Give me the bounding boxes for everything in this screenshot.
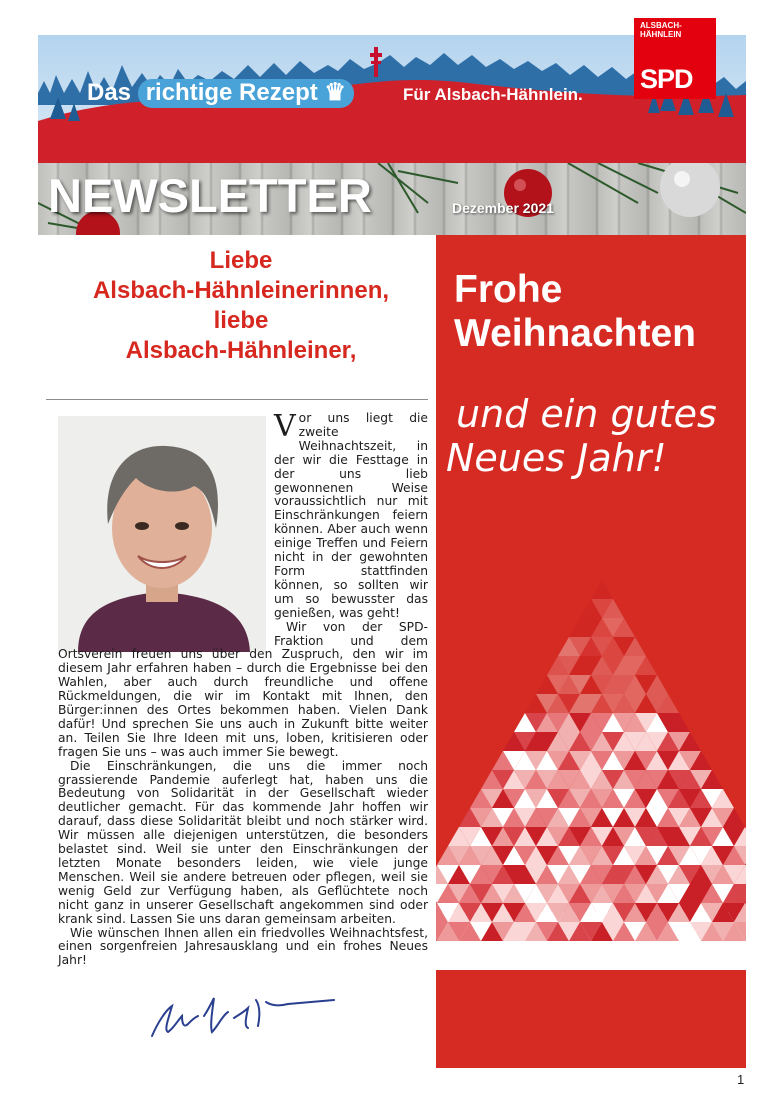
page-number: 1 [737,1072,745,1087]
logo-place-line2: HÄHNLEIN [640,30,682,39]
slogan-sub: Für Alsbach-Hähnlein. [403,85,583,104]
newsletter-date: Dezember 2021 [452,200,554,216]
article-paragraph-1-text: or uns liegt die zweite Weihnachtszeit, in der wir die Festtage in der uns lieb gewonnenen Weise voraussichtlich nur mit Einschränkungen feiern können. Aber auch wenn einige Treffen und Feiern nicht in der gewohnten Form stattfinden können, so sollten wir um so bewusster das genießen, was geht! [274,411,428,620]
christmas-tree-illustration [436,580,746,960]
logo-party-name: SPD [640,64,693,94]
wish-line-2: Weihnachten [454,312,696,355]
slogan-highlight-text: richtige Rezept [145,79,318,106]
spd-logo [634,18,716,99]
wish-line-1: Frohe [454,268,563,311]
greeting-line4: Alsbach-Hähnleiner, [125,337,357,364]
dropcap: V [274,409,296,444]
greeting-line1: Liebe [209,247,273,274]
slogan-highlight [138,79,354,108]
chef-hat-icon: ♛ [324,79,346,106]
article-paragraph-2: Wir von der SPD-Fraktion und dem Ortsverein freuen uns über den Zuspruch, den wir im diesem Jahr erfahren haben – durch die Ergebnisse bei den Wahlen, aber auch durch freundliche und offene Rückmeldungen, die wir im Kontakt mit Ihnen, den Bürger:innen des Ortes bekommen haben. Vielen Dank dafür! Und sprechen Sie uns auch in Zukunft bitte weiter an. Teilen Sie Ihre Ideen mit uns, loben, kritisieren oder fragen Sie uns – was auch immer Sie bewegt. [58,619,428,759]
article-body [58,409,428,968]
tree-triangle [591,580,613,599]
signature [148,992,338,1044]
wish-line-4: Neues Jahr! [446,436,667,480]
ornament-silver-icon [660,163,720,217]
slogan [87,78,354,107]
greeting [46,246,436,366]
slogan-part1: Das [87,79,138,106]
portrait-space [58,412,274,646]
logo-place [640,21,682,39]
greeting-line2: Alsbach-Hähnleinerinnen, [92,277,390,304]
wish-line-3: und ein gutes [456,392,717,436]
article-paragraph-3: Die Einschränkungen, die uns die immer noch grassierende Pandemie auferlegt hat, haben uns die Bedeutung von Solidarität in der Gesellschaft wieder deutlicher gemacht. Für das kommende Jahr hoffen wir darauf, dass diese Solidarität bleibt und noch stärker wird. Wir müssen alle diejenigen unterstützen, die besonders belastet sind. Weil sie unter den Einschränkungen der letzten Monate besonders leiden, wie viele junge Menschen. Weil sie andere betreuen oder pflegen, weil sie wenig Geld zur Verfügung haben, als Geflüchtete noch nicht ganz in unserer Gesellschaft angekommen sind oder krank sind. Lassen Sie uns daran gemeinsam arbeiten. [58,758,428,926]
logo-place-line1: ALSBACH- [640,21,682,30]
greeting-line3: liebe [213,307,269,334]
article-paragraph-4: Wie wünschen Ihnen allen ein friedvolles Weihnachtsfest, einen sorgenfreien Jahresausklang und ein frohes Neues Jahr! [58,925,428,968]
newsletter-title: NEWSLETTER [48,169,372,222]
divider [46,399,428,400]
